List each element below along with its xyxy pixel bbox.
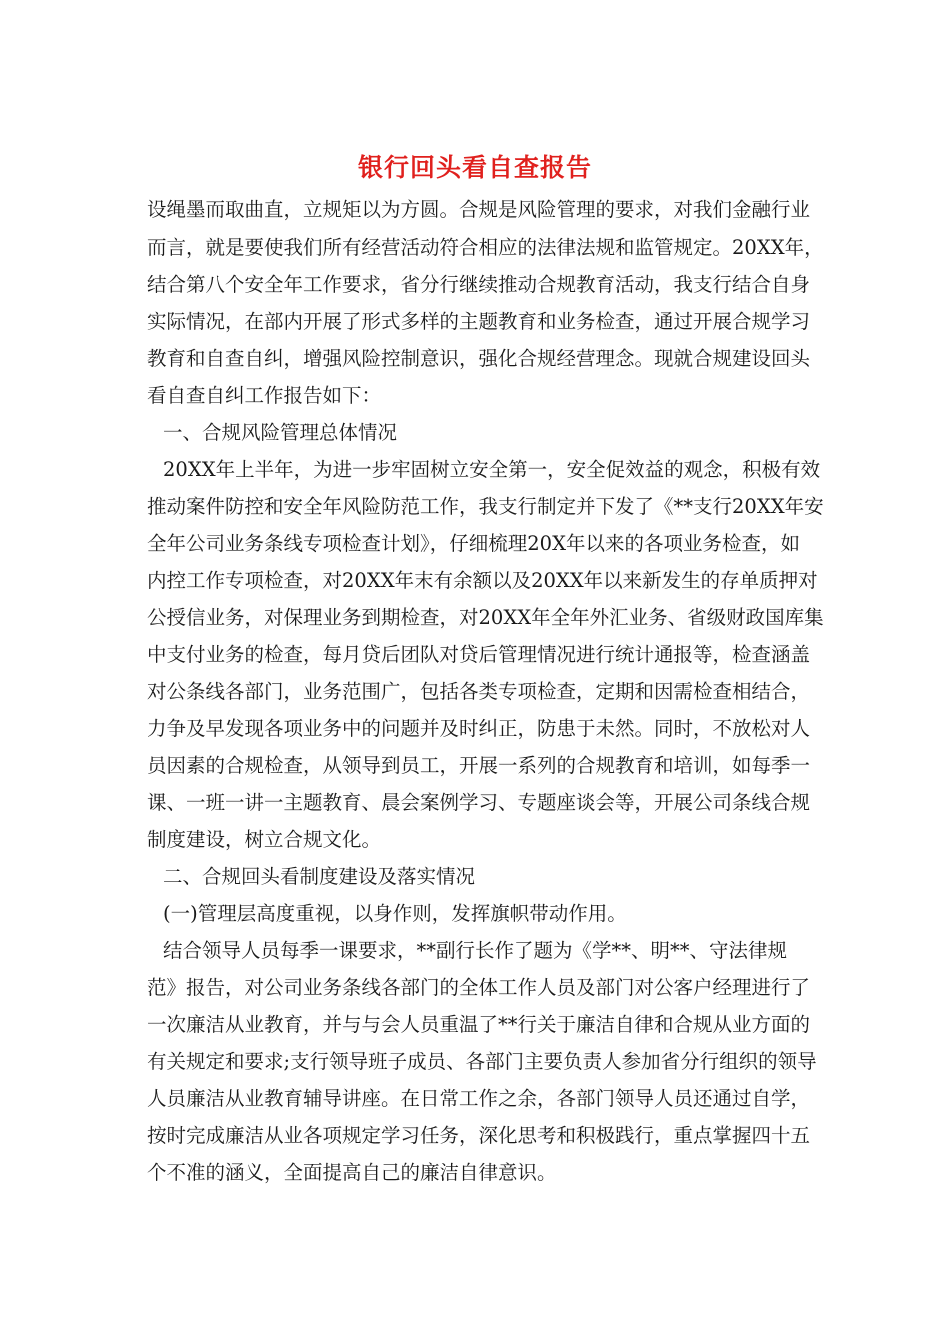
body-line: 中支付业务的检查，每月贷后团队对贷后管理情况进行统计通报等，检查涵盖 [147,643,811,666]
body-line: 实际情况，在部内开展了形式多样的主题教育和业务检查，通过开展合规学习 [147,310,811,333]
body-line: 结合领导人员每季一课要求，**副行长作了题为《学**、明**、守法律规 [163,939,788,962]
body-line: 对公条线各部门，业务范围广，包括各类专项检查，定期和因需检查相结合， [147,680,811,703]
body-line: 而言，就是要使我们所有经营活动符合相应的法律法规和监管规定。20XX年， [147,236,824,259]
body-line: 员因素的合规检查，从领导到员工，开展一系列的合规教育和培训，如每季一 [147,754,811,777]
body-line: 个不准的涵义，全面提高自己的廉洁自律意识。 [147,1161,557,1184]
body-line: 设绳墨而取曲直，立规矩以为方圆。合规是风险管理的要求，对我们金融行业 [147,198,811,221]
body-line: 人员廉洁从业教育辅导讲座。在日常工作之余，各部门领导人员还通过自学， [147,1087,811,1110]
body-line: 20XX年上半年，为进一步牢固树立安全第一，安全促效益的观念，积极有效 [163,458,821,481]
body-line: 力争及早发现各项业务中的问题并及时纠正，防患于未然。同时，不放松对人 [147,717,811,740]
body-line: 有关规定和要求;支行领导班子成员、各部门主要负责人参加省分行组织的领导 [147,1050,817,1073]
body-line: 内控工作专项检查，对20XX年末有余额以及20XX年以来新发生的存单质押对 [147,569,818,592]
body-line: 按时完成廉洁从业各项规定学习任务，深化思考和积极践行，重点掌握四十五 [147,1124,811,1147]
body-line: 范》报告，对公司业务条线各部门的全体工作人员及部门对公客户经理进行了 [147,976,811,999]
body-line: 结合第八个安全年工作要求，省分行继续推动合规教育活动，我支行结合自身 [147,273,811,296]
document-title: 银行回头看自查报告 [357,153,592,182]
body-line: 看自查自纠工作报告如下： [147,384,382,407]
subsection-heading: (一)管理层高度重视，以身作则，发挥旗帜带动作用。 [163,902,627,925]
body-line: 公授信业务，对保理业务到期检查，对20XX年全年外汇业务、省级财政国库集 [147,606,824,629]
body-line: 课、一班一讲一主题教育、晨会案例学习、专题座谈会等，开展公司条线合规 [147,791,811,814]
body-line: 全年公司业务条线专项检查计划》，仔细梳理20X年以来的各项业务检查，如 [147,532,800,555]
body-line: 一次廉洁从业教育，并与与会人员重温了**行关于廉洁自律和合规从业方面的 [147,1013,811,1036]
section-heading: 一、合规风险管理总体情况 [163,421,398,444]
section-heading: 二、合规回头看制度建设及落实情况 [163,865,476,888]
body-line: 推动案件防控和安全年风险防范工作，我支行制定并下发了《**支行20XX年安 [147,495,824,518]
body-line: 制度建设，树立合规文化。 [147,828,382,851]
body-line: 教育和自查自纠，增强风险控制意识，强化合规经营理念。现就合规建设回头 [147,347,811,370]
